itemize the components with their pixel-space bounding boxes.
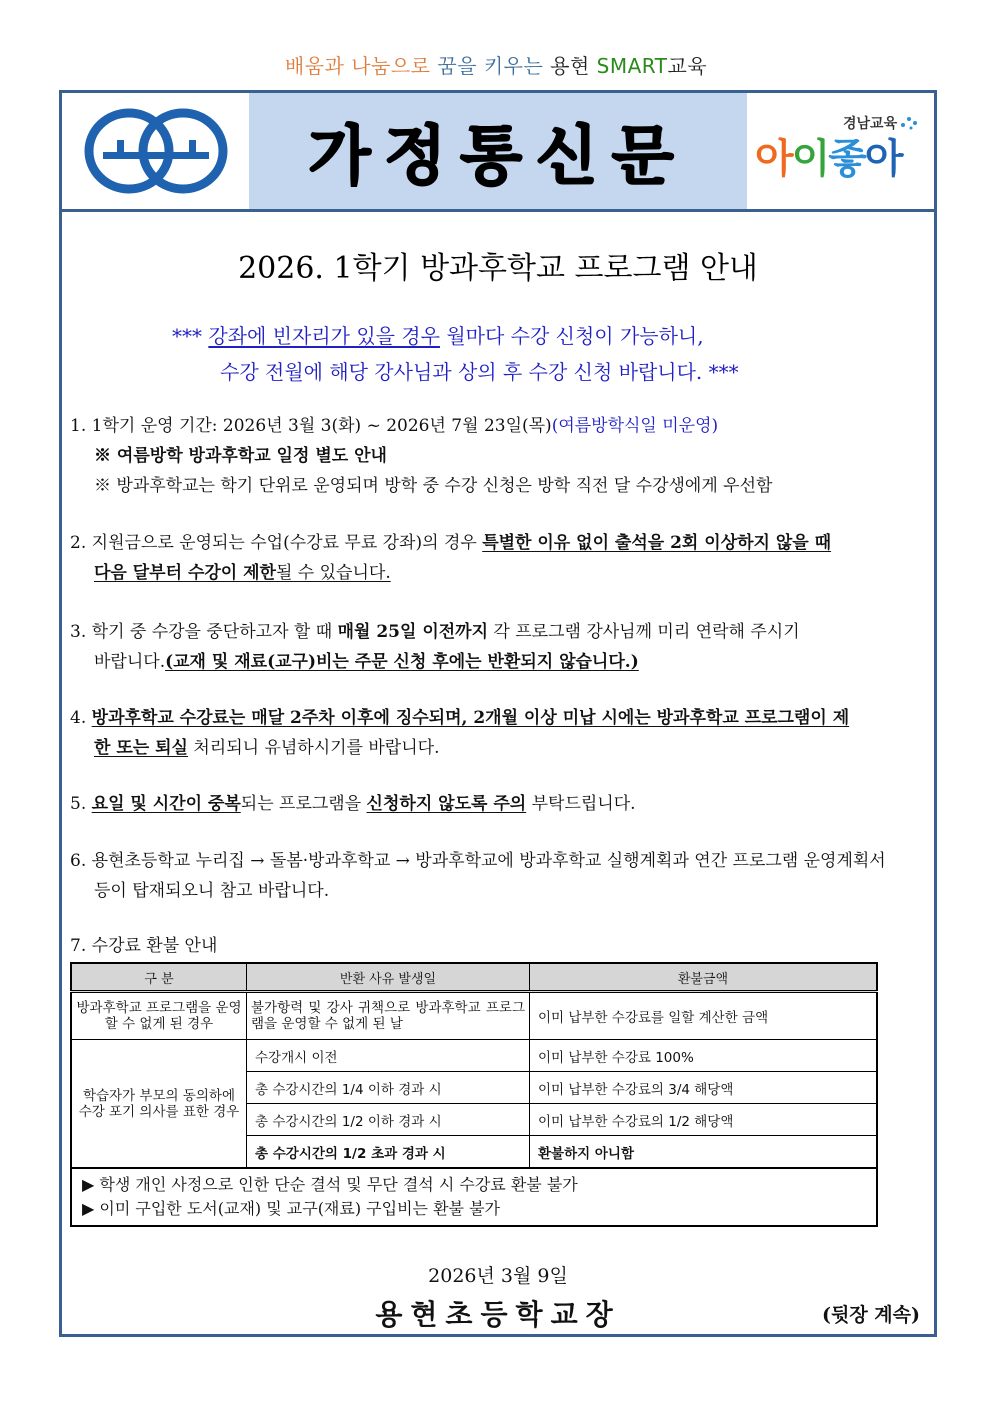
- issue-date: 2026년 3월 9일: [428, 1265, 568, 1287]
- table-notes-row: [71, 1168, 877, 1226]
- col-header-reason: 반환 사유 발생일: [247, 963, 530, 992]
- summer-note: (여름방학식일 미운영): [551, 416, 719, 436]
- note-1: ▶ 학생 개인 사정으로 인한 단순 결석 및 무단 결석 시 수강료 환불 불가: [82, 1175, 578, 1194]
- note-2: ▶ 이미 구입한 도서(교재) 및 교구(재료) 구입비는 환불 불가: [82, 1199, 500, 1218]
- newsletter-title: 가정통신문: [308, 120, 688, 194]
- item-1: 1. 1학기 운영 기간: 2026년 3월 3(화) ~ 2026년 7월 23일(목)(여름방학식일 미운영) ※ 여름방학 방과후학교 일정 별도 안내 ※ 방과후학교는 학기 단위로 운영되며 방학 중 수강 신청은 방학 직전 달 수강생에게 우선함: [70, 416, 773, 496]
- slogan-part-2: 꿈을 키우는: [437, 54, 544, 78]
- refund-table: [70, 962, 878, 1227]
- signer: 용현초등학교장: [375, 1298, 621, 1331]
- col-header-category: 구 분: [71, 963, 247, 992]
- item-5: 5. 요일 및 시간이 중복되는 프로그램을 신청하지 않도록 주의 부탁드립니다.: [70, 794, 636, 814]
- item-6: 6. 용현초등학교 누리집 → 돌봄·방과후학교 → 방과후학교에 방과후학교 실행계획과 연간 프로그램 운영계획서 등이 탑재되오니 참고 바랍니다.: [70, 851, 886, 901]
- water-splash-icon: [897, 113, 921, 133]
- aijoa-logo: [747, 93, 934, 209]
- table-row: 방과후학교 프로그램을 운영할 수 없게 된 경우 불가항력 및 강사 귀책으로 방과후학교 프로그램을 운영할 수 없게 된 날 이미 납부한 수강료를 일할 계산한 금액: [71, 992, 877, 1040]
- school-emblem-icon: [62, 93, 249, 209]
- col-header-amount: 환불금액: [530, 963, 878, 992]
- table-row: 총 수강시간의 1/4 이하 경과 시 이미 납부한 수강료의 3/4 해당액: [71, 1072, 877, 1104]
- table-row: 총 수강시간의 1/2 이하 경과 시 이미 납부한 수강료의 1/2 해당액: [71, 1104, 877, 1136]
- aijoa-brand: 아이좋아: [755, 136, 902, 182]
- item-2: 2. 지원금으로 운영되는 수업(수강료 무료 강좌)의 경우 특별한 이유 없이 출석을 2회 이상하지 않을 때 다음 달부터 수강이 제한될 수 있습니다.: [70, 533, 832, 583]
- header: [62, 93, 934, 212]
- table-row: 총 수강시간의 1/2 초과 경과 시 환불하지 아니함: [71, 1136, 877, 1169]
- newsletter-frame: [59, 90, 937, 1337]
- item-3: 3. 학기 중 수강을 중단하고자 할 때 매월 25일 이전까지 각 프로그램 강사님께 미리 연락해 주시기 바랍니다.(교재 및 재료(교구)비는 주문 신청 후에는 반환되지 않습니다.): [70, 622, 800, 672]
- document-title: 2026. 1학기 방과후학교 프로그램 안내: [238, 251, 758, 286]
- slogan-part-1: 배움과 나눔으로: [284, 54, 431, 78]
- notice-box: *** 강좌에 빈자리가 있을 경우 월마다 수강 신청이 가능하니, 수강 전월에 해당 강사님과 상의 후 수강 신청 바랍니다. ***: [172, 324, 739, 384]
- item-4: 4. 방과후학교 수강료는 매달 2주차 이후에 징수되며, 2개월 이상 미납 시에는 방과후학교 프로그램이 제 한 또는 퇴실 처리되니 유념하시기를 바랍니다.: [70, 708, 850, 758]
- notice-underlined: 강좌에 빈자리가 있을 경우: [208, 324, 440, 348]
- slogan-part-5: 교육: [667, 54, 708, 78]
- slogan-part-4: SMART: [596, 54, 668, 78]
- table-row: 학습자가 부모의 동의하에 수강 포기 의사를 표한 경우 수강개시 이전 이미 납부한 수강료 100%: [71, 1040, 877, 1072]
- gyeongnam-edu-label: 경남교육: [843, 116, 898, 132]
- continued-label: (뒷장 계속): [821, 1304, 920, 1326]
- slogan: [0, 50, 992, 79]
- title-banner: [249, 93, 747, 209]
- slogan-part-3: 용현: [550, 54, 590, 78]
- item-7: 7. 수강료 환불 안내: [70, 936, 218, 956]
